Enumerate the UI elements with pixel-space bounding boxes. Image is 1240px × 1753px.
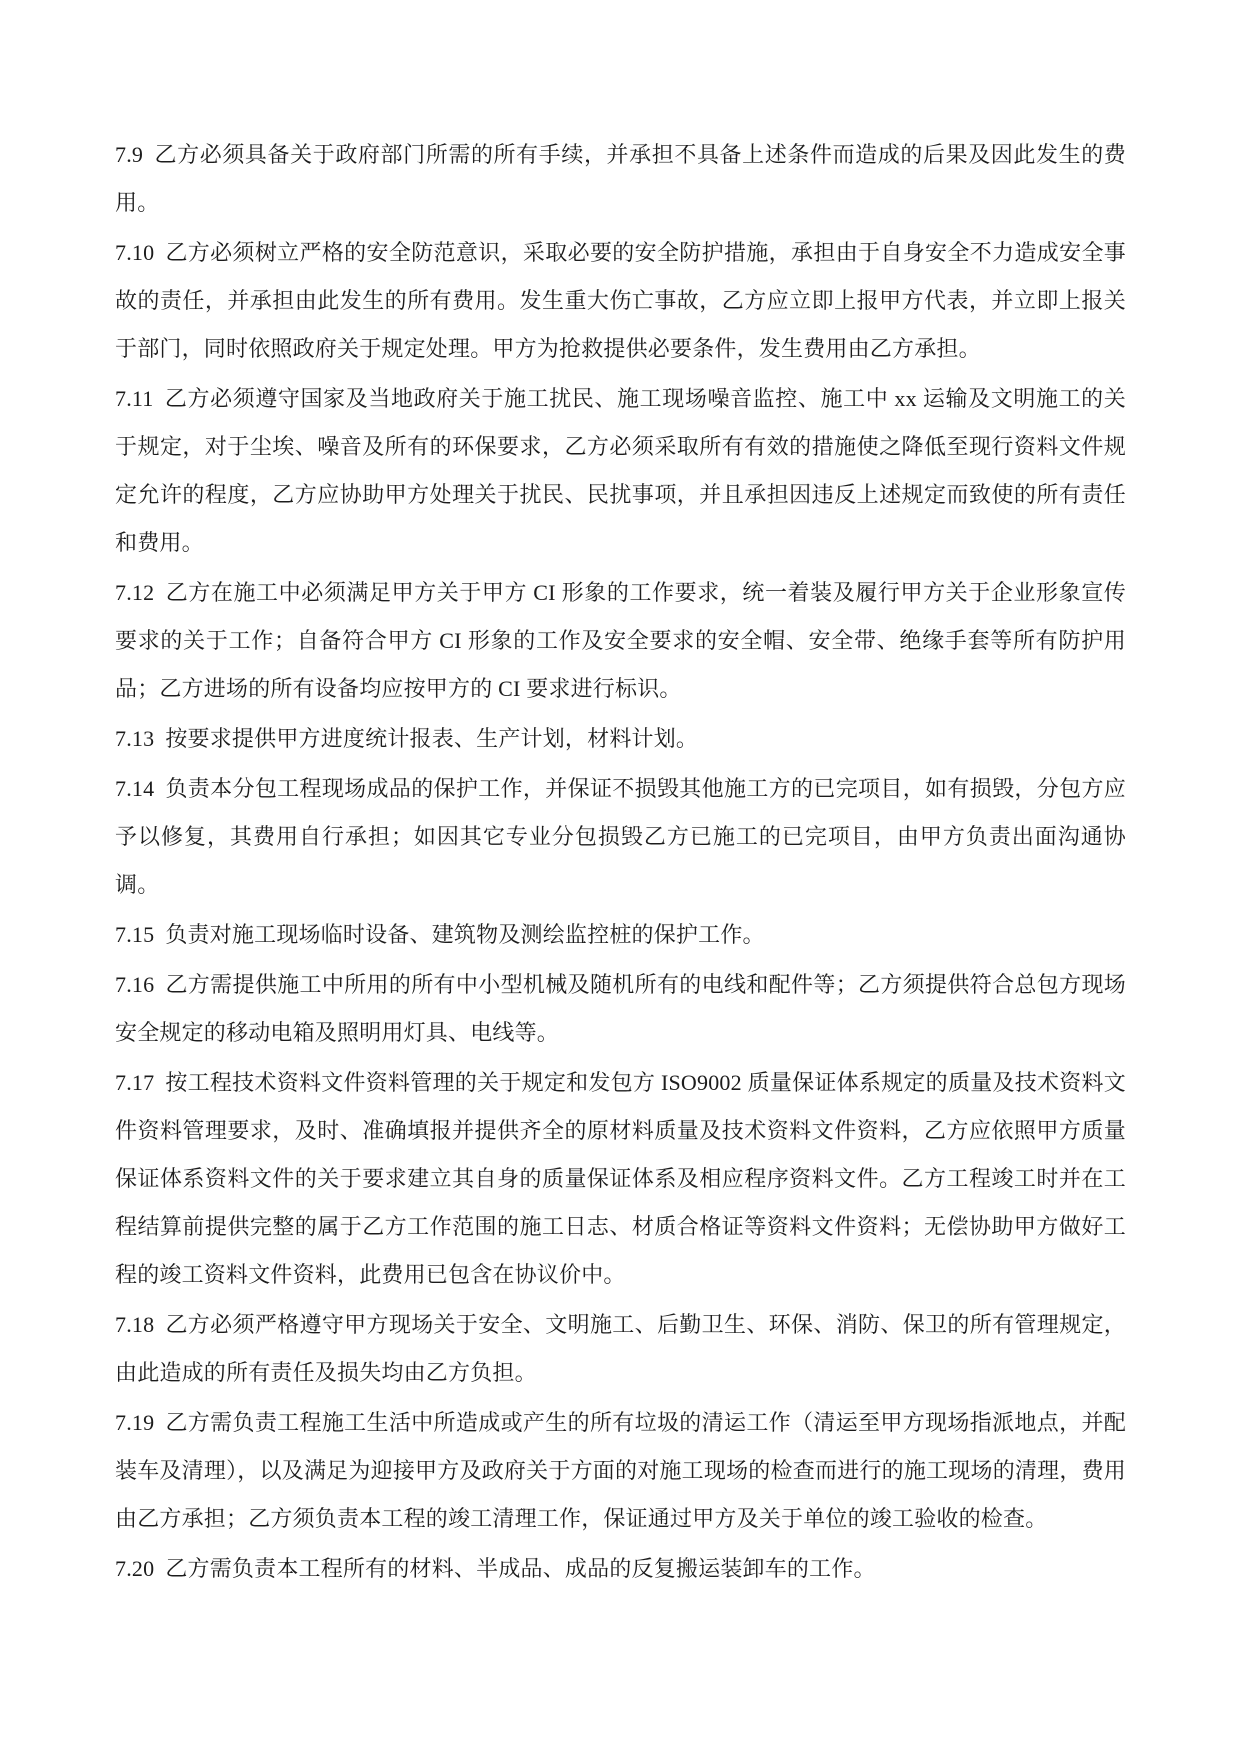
- clause-text: 乙方在施工中必须满足甲方关于甲方 CI 形象的工作要求，统一着装及履行甲方关于企业形象宣传要求的关于工作；自备符合甲方 CI 形象的工作及安全要求的安全帽、安全带、绝缘手套等所有防护用品；乙方进场的所有设备均应按甲方的 CI 要求进行标识。: [115, 580, 1126, 701]
- clause-number: 7.14: [115, 776, 155, 801]
- clause-text: 乙方需负责工程施工生活中所造成或产生的所有垃圾的清运工作（清运至甲方现场指派地点，并配装车及清理），以及满足为迎接甲方及政府关于方面的对施工现场的检查而进行的施工现场的清理，费用由乙方承担；乙方须负责本工程的竣工清理工作，保证通过甲方及关于单位的竣工验收的检查。: [115, 1410, 1126, 1531]
- clause-text: 乙方需负责本工程所有的材料、半成品、成品的反复搬运装卸车的工作。: [165, 1556, 876, 1581]
- clause-7-18: [115, 1301, 1126, 1397]
- clause-7-16: [115, 961, 1126, 1057]
- clause-text: 负责本分包工程现场成品的保护工作，并保证不损毁其他施工方的已完项目，如有损毁，分包方应予以修复，其费用自行承担；如因其它专业分包损毁乙方已施工的已完项目，由甲方负责出面沟通协调。: [115, 776, 1126, 897]
- clause-number: 7.15: [115, 922, 155, 947]
- clause-number: 7.11: [115, 386, 154, 411]
- clause-number: 7.10: [115, 240, 155, 265]
- clause-7-12: [115, 569, 1126, 713]
- clause-text: 乙方需提供施工中所用的所有中小型机械及随机所有的电线和配件等；乙方须提供符合总包方现场安全规定的移动电箱及照明用灯具、电线等。: [115, 972, 1126, 1045]
- clause-text: 乙方必须树立严格的安全防范意识，采取必要的安全防护措施，承担由于自身安全不力造成安全事故的责任，并承担由此发生的所有费用。发生重大伤亡事故，乙方应立即上报甲方代表，并立即上报关于部门，同时依照政府关于规定处理。甲方为抢救提供必要条件，发生费用由乙方承担。: [115, 240, 1126, 361]
- clause-text: 乙方必须具备关于政府部门所需的所有手续，并承担不具备上述条件而造成的后果及因此发生的费用。: [115, 142, 1126, 215]
- clause-number: 7.9: [115, 142, 144, 167]
- clause-text: 负责对施工现场临时设备、建筑物及测绘监控桩的保护工作。: [165, 922, 765, 947]
- clause-7-10: [115, 229, 1126, 373]
- clause-number: 7.16: [115, 972, 155, 997]
- clause-text: 乙方必须严格遵守甲方现场关于安全、文明施工、后勤卫生、环保、消防、保卫的所有管理规定，由此造成的所有责任及损失均由乙方负担。: [115, 1312, 1126, 1385]
- clause-7-11: [115, 375, 1126, 567]
- clause-7-15: [115, 911, 1126, 959]
- clause-number: 7.12: [115, 580, 155, 605]
- clause-number: 7.13: [115, 726, 155, 751]
- clause-text: 乙方必须遵守国家及当地政府关于施工扰民、施工现场噪音监控、施工中 xx 运输及文明施工的关于规定，对于尘埃、噪音及所有的环保要求，乙方必须采取所有有效的措施使之降低至现行资料文件规定允许的程度，乙方应协助甲方处理关于扰民、民扰事项，并且承担因违反上述规定而致使的所有责任和费用。: [115, 386, 1126, 555]
- clause-number: 7.17: [115, 1070, 155, 1095]
- clause-number: 7.20: [115, 1556, 155, 1581]
- clause-7-17: [115, 1059, 1126, 1299]
- clause-7-13: [115, 715, 1126, 763]
- clause-7-9: [115, 131, 1126, 227]
- clause-7-14: [115, 765, 1126, 909]
- clause-number: 7.19: [115, 1410, 155, 1435]
- contract-clauses-section: [115, 131, 1126, 1593]
- clause-text: 按工程技术资料文件资料管理的关于规定和发包方 ISO9002 质量保证体系规定的质量及技术资料文件资料管理要求，及时、准确填报并提供齐全的原材料质量及技术资料文件资料，乙方应依照甲方质量保证体系资料文件的关于要求建立其自身的质量保证体系及相应程序资料文件。乙方工程竣工时并在工程结算前提供完整的属于乙方工作范围的施工日志、材质合格证等资料文件资料；无偿协助甲方做好工程的竣工资料文件资料，此费用已包含在协议价中。: [115, 1070, 1126, 1287]
- clause-number: 7.18: [115, 1312, 155, 1337]
- clause-7-19: [115, 1399, 1126, 1543]
- clause-text: 按要求提供甲方进度统计报表、生产计划，材料计划。: [165, 726, 699, 751]
- clause-7-20: [115, 1545, 1126, 1593]
